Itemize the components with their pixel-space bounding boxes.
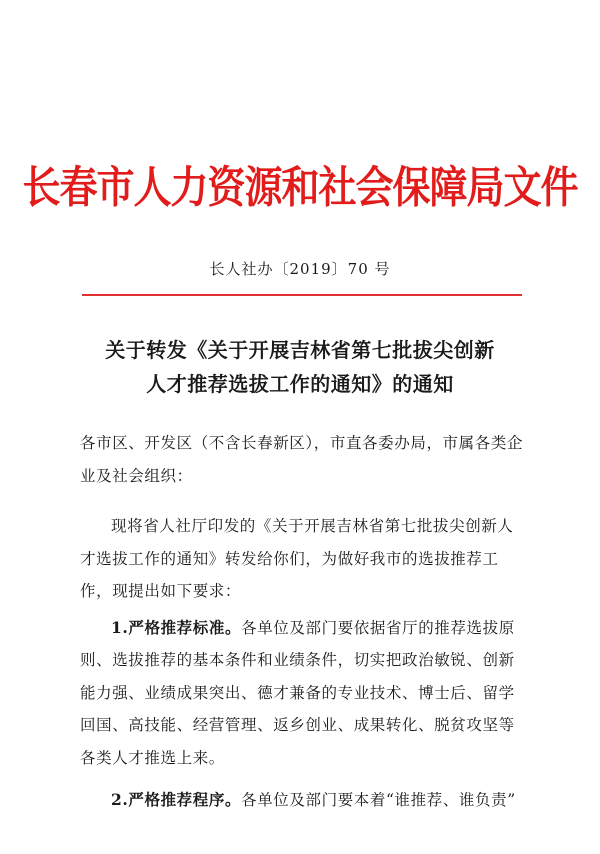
title-line-2: 人才推荐选拔工作的通知》的通知 xyxy=(146,372,454,396)
requirement-2-text: 各单位及部门要本着“谁推荐、谁负责” xyxy=(241,791,516,809)
title-line-1: 关于转发《关于开展吉林省第七批拔尖创新 xyxy=(105,338,495,362)
requirement-2-heading: 2.严格推荐程序。 xyxy=(111,790,242,809)
document-body xyxy=(80,427,528,817)
requirement-2-paragraph xyxy=(80,784,528,817)
document-number: 长人社办〔2019〕70 号 xyxy=(209,260,391,278)
addressee-paragraph: 各市区、开发区（不含长春新区），市直各委办局，市属各类企业及社会组织： xyxy=(80,434,524,485)
red-divider-line xyxy=(82,294,522,296)
requirement-1-paragraph xyxy=(80,612,528,775)
document-title xyxy=(60,333,540,401)
intro-paragraph: 现将省人社厅印发的《关于开展吉林省第七批拔尖创新人才选拔工作的通知》转发给你们，为做好我市的选拔推荐工作，现提出如下要求： xyxy=(80,517,514,600)
requirement-1-heading: 1.严格推荐标准。 xyxy=(111,617,242,637)
issuer-header: 长春市人力资源和社会保障局文件 xyxy=(22,162,578,213)
requirement-1-text: 各单位及部门要依据省厅的推荐选拔原则、选拔推荐的基本条件和业绩条件，切实把政治敏锐、创新能力强、业绩成果突出、德才兼备的专业技术、博士后、留学回国、高技能、经营管理、返乡创业、成果转化、脱贫攻坚等各类人才推选上来。 xyxy=(80,618,515,767)
